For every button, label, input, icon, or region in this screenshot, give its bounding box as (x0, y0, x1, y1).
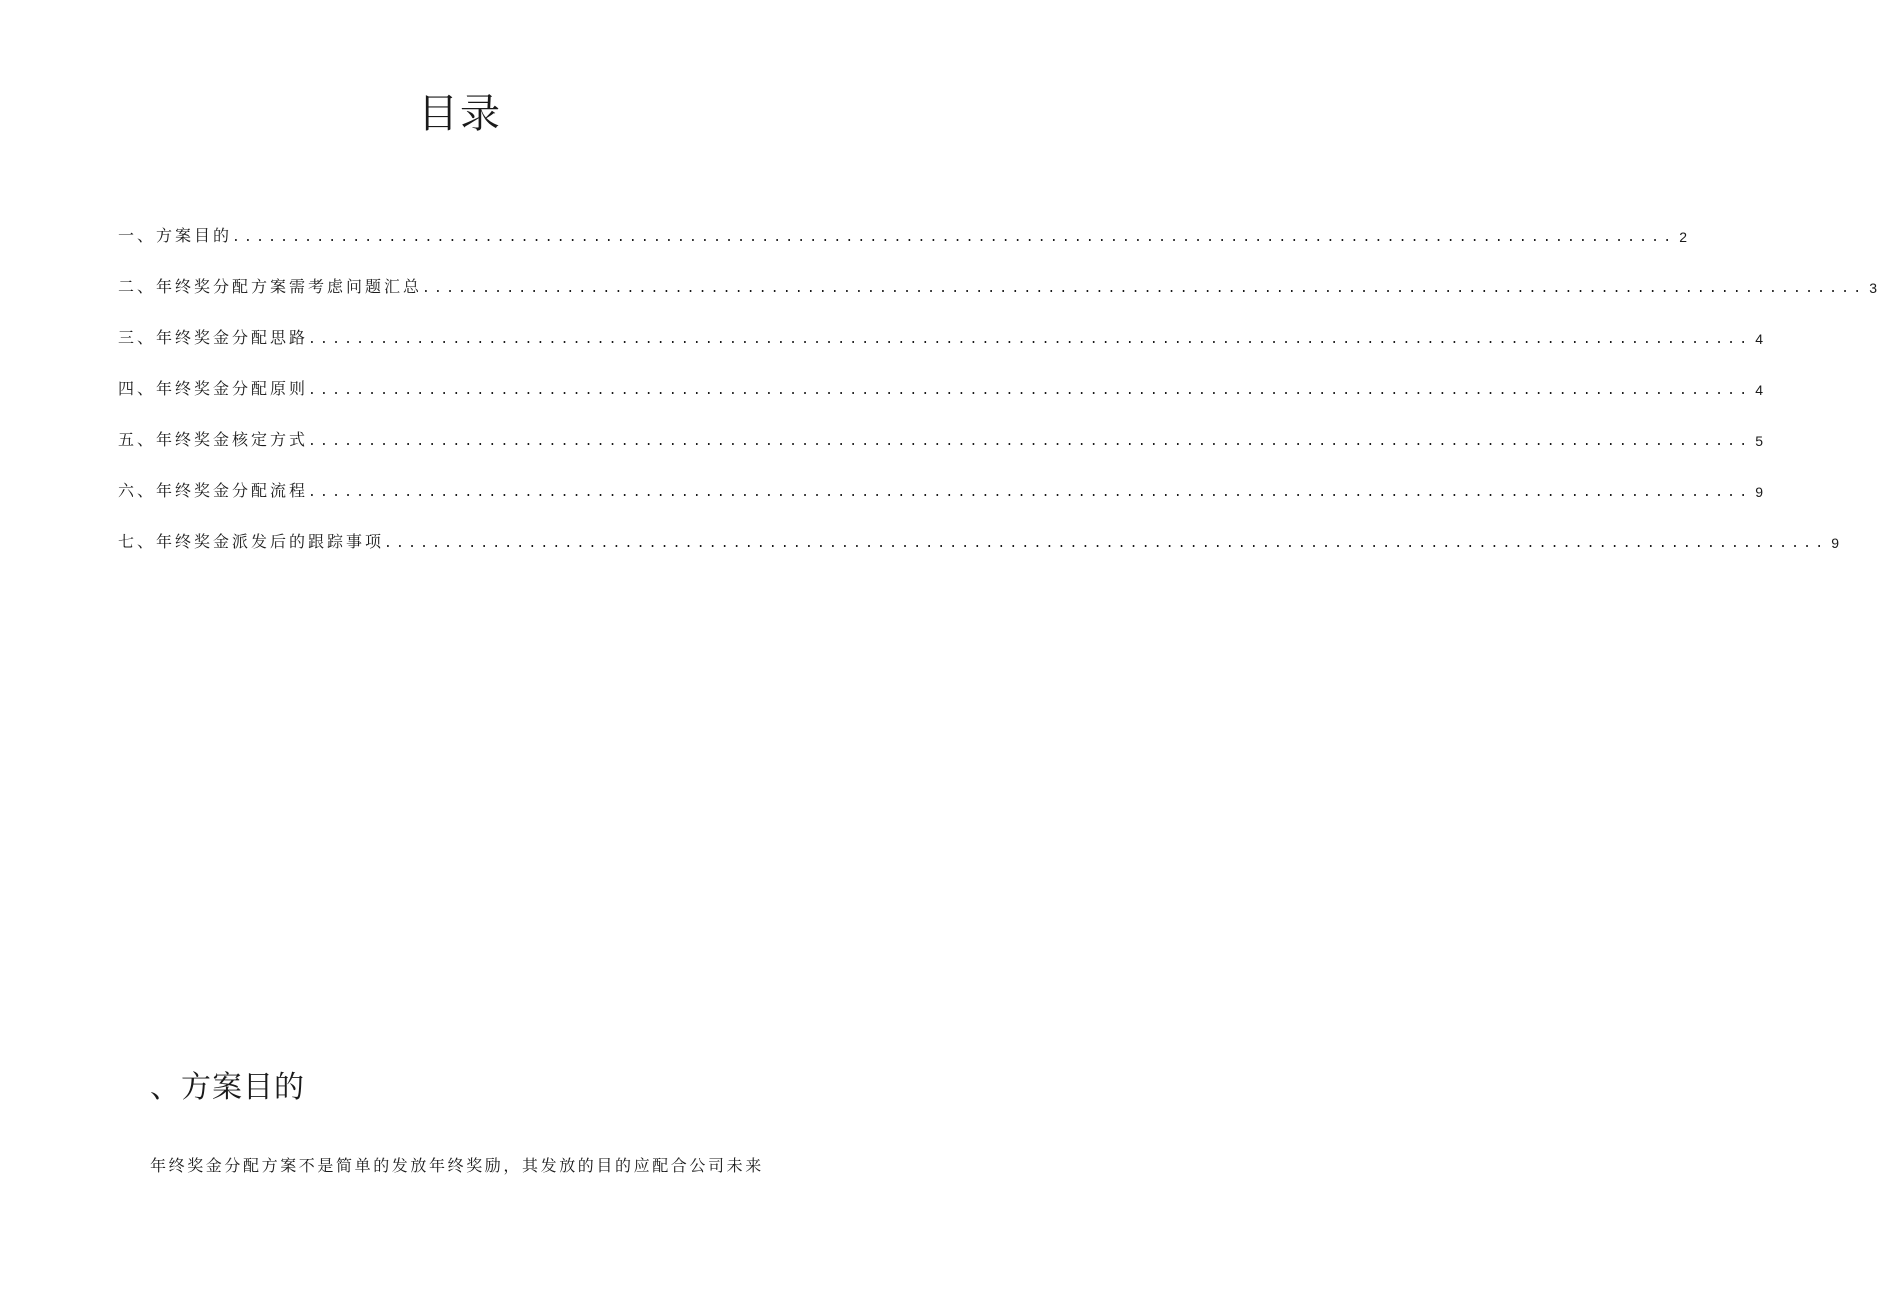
toc-dot-leader: ........................................................................................................................ (308, 383, 1752, 398)
toc-entry-label: 五、年终奖金核定方式 (118, 430, 309, 449)
toc-entry-label: 一、方案目的 (118, 226, 233, 245)
toc-entry-label: 二、年终奖分配方案需考虑问题汇总 (118, 277, 423, 296)
toc-entry-page: 9 (1831, 535, 1840, 551)
toc-dot-leader: ........................................................................................................................ (308, 434, 1752, 449)
toc-entry-page: 4 (1755, 382, 1764, 398)
body-paragraph: 年终奖金分配方案不是简单的发放年终奖励，其发放的目的应配合公司未来 (150, 1156, 764, 1175)
toc-entry-page: 2 (1679, 229, 1688, 245)
toc-entry[interactable] (118, 353, 1764, 404)
section-heading: 、方案目的 (150, 1070, 305, 1105)
toc-dot-leader: ........................................................................................................................ (384, 536, 1828, 551)
toc-entry[interactable] (118, 404, 1764, 455)
toc-dot-leader: ........................................................................................................................ (308, 485, 1752, 500)
toc-entry-page: 4 (1755, 331, 1764, 347)
toc-title: 目录 (418, 91, 502, 137)
toc-dot-leader: ........................................................................................................................ (308, 332, 1752, 347)
toc-entry[interactable] (118, 200, 1688, 251)
toc-entry-page: 5 (1755, 433, 1764, 449)
toc-entry-page: 9 (1755, 484, 1764, 500)
toc-dot-leader: ........................................................................................................................ (232, 230, 1676, 245)
toc-dot-leader: ........................................................................................................................ (422, 281, 1866, 296)
toc-entry[interactable] (118, 302, 1764, 353)
toc-entry[interactable] (118, 506, 1840, 557)
toc-entry-label: 六、年终奖金分配流程 (118, 481, 309, 500)
toc-entry-page: 3 (1869, 280, 1877, 296)
toc-list (118, 200, 1877, 557)
toc-entry-label: 七、年终奖金派发后的跟踪事项 (118, 532, 385, 551)
toc-entry[interactable] (118, 455, 1764, 506)
toc-entry-label: 四、年终奖金分配原则 (118, 379, 309, 398)
toc-entry[interactable] (118, 251, 1877, 302)
toc-entry-label: 三、年终奖金分配思路 (118, 328, 309, 347)
